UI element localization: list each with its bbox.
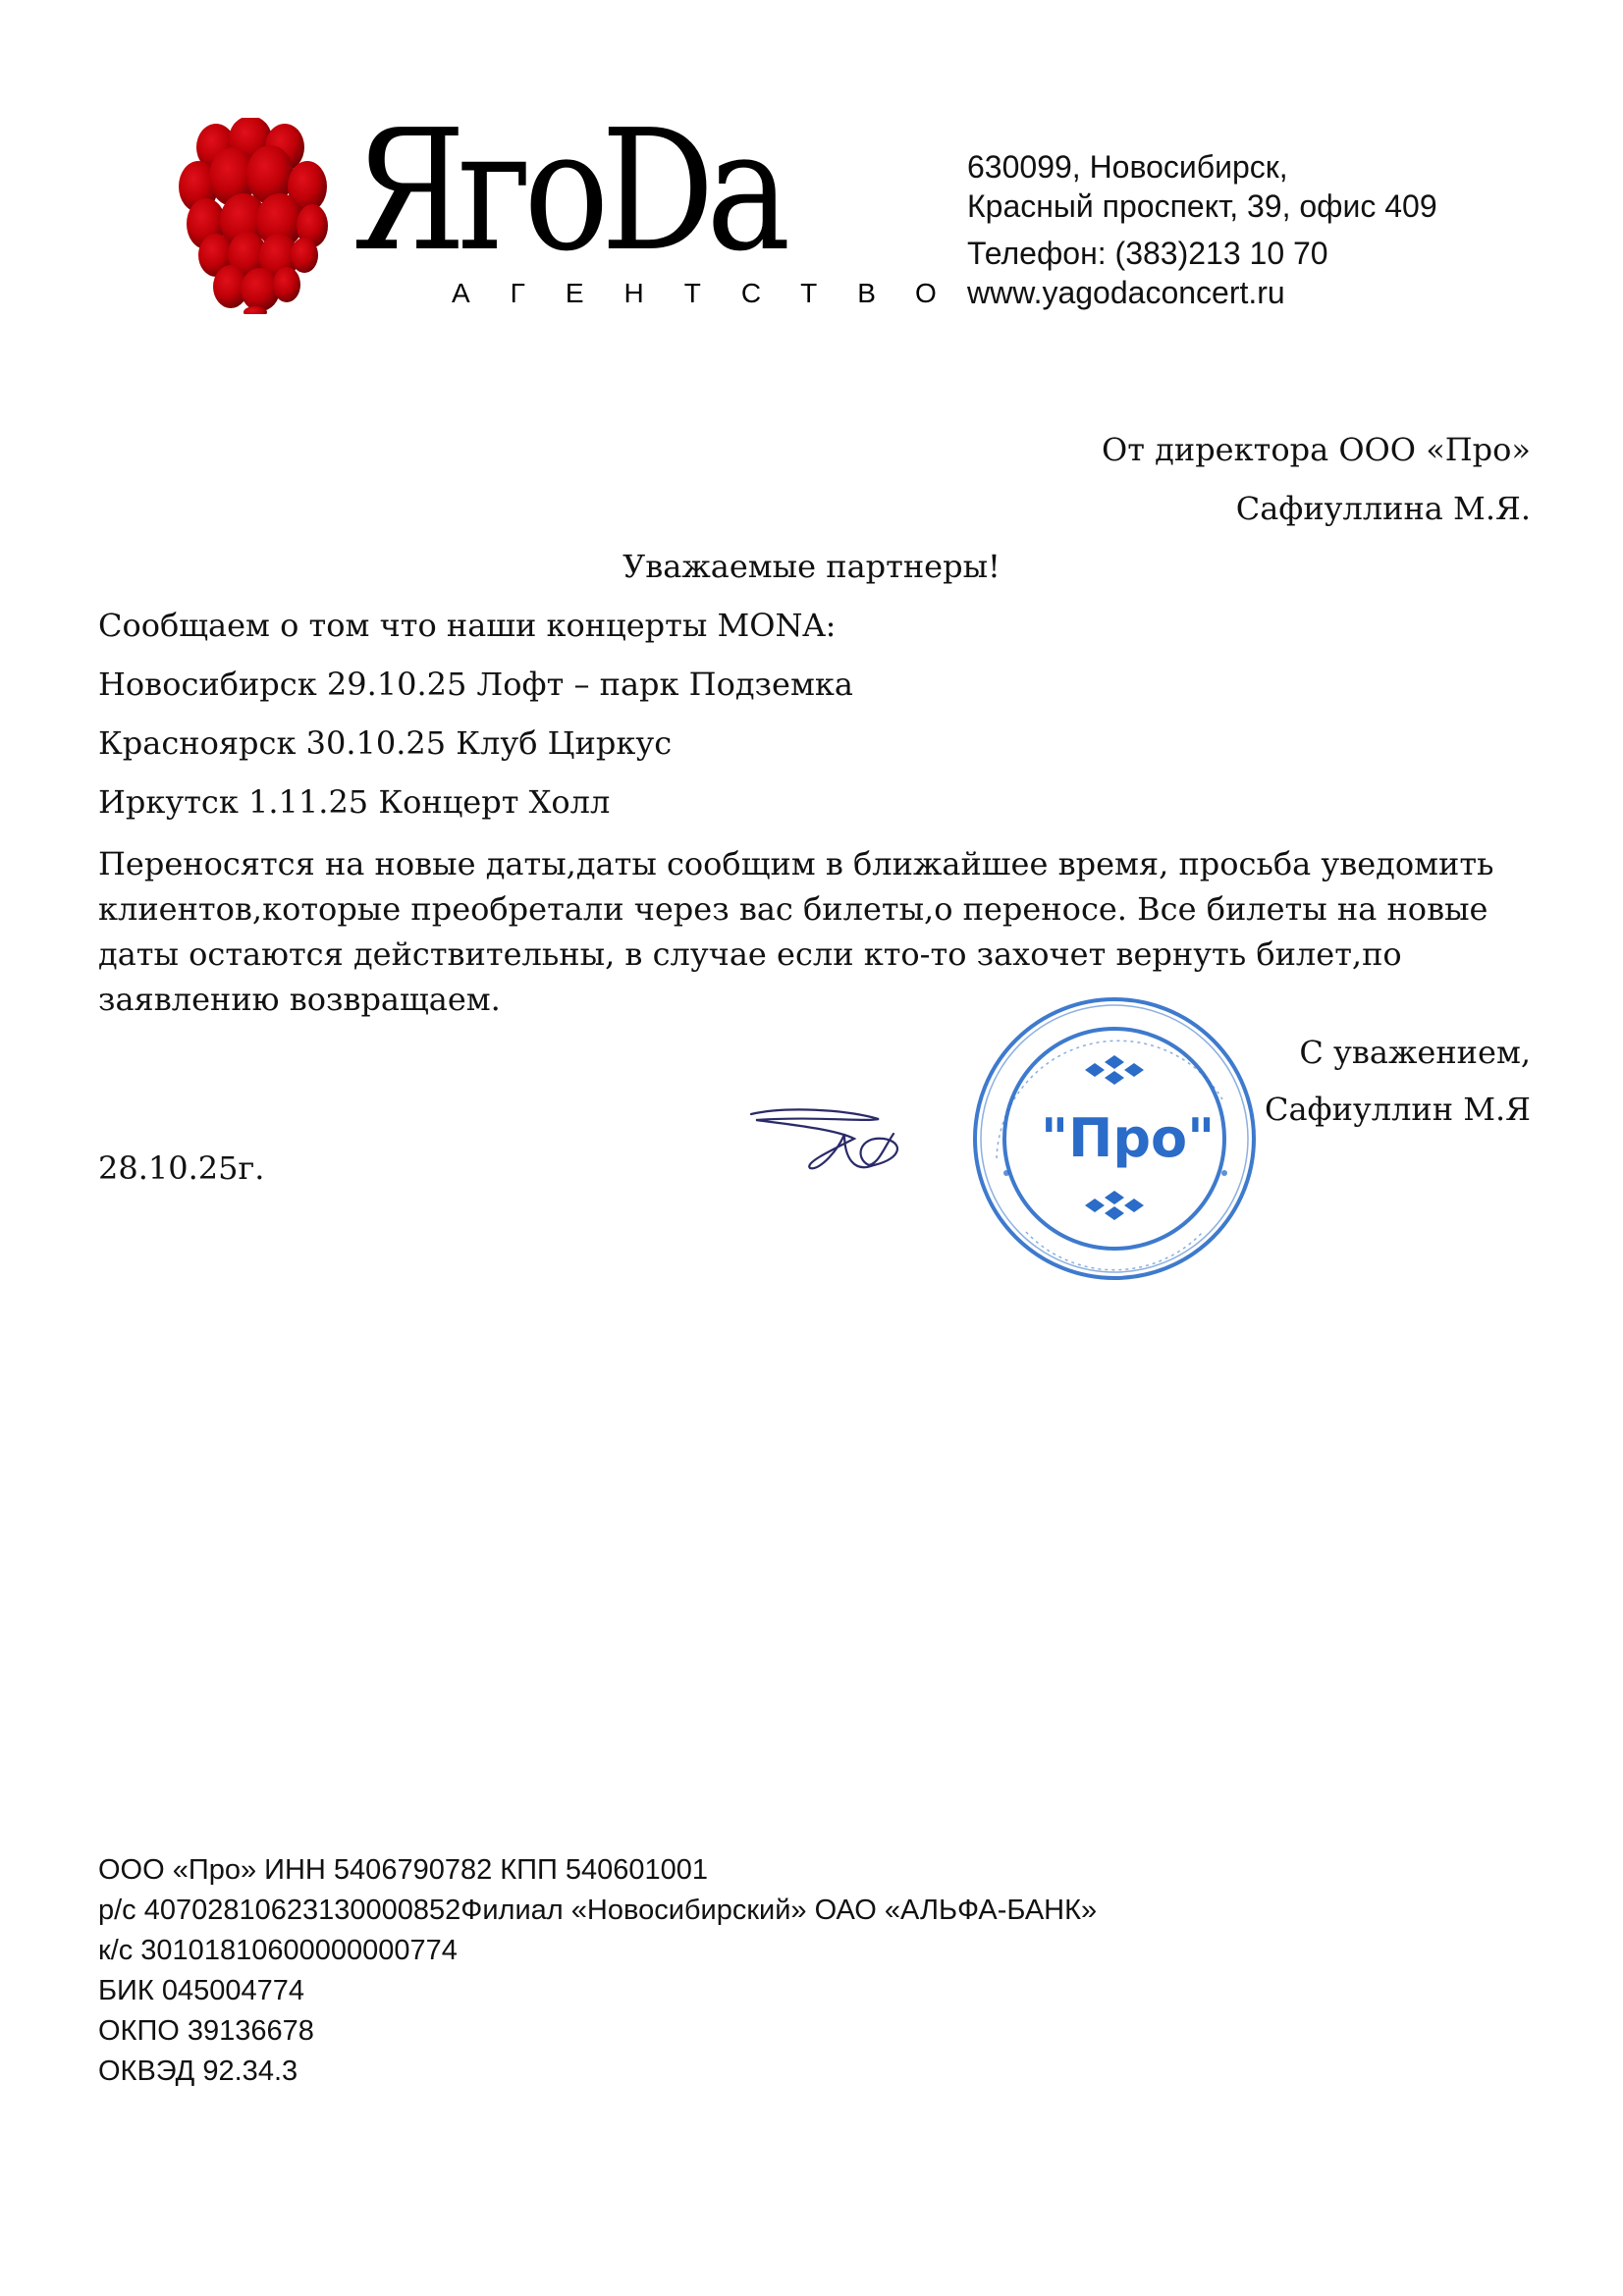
requisite-line: БИК 045004774 <box>98 1975 304 2006</box>
signature-icon <box>746 1095 943 1183</box>
requisite-line: ОКПО 39136678 <box>98 2015 314 2047</box>
brand-name: ЯгоDа <box>352 94 783 289</box>
address-line: 630099, Новосибирск, <box>967 149 1288 185</box>
company-logo <box>177 94 977 314</box>
concert-item: Новосибирск 29.10.25 Лофт – парк Подземка <box>98 666 853 703</box>
stamp-label: "Про" <box>1041 1107 1216 1169</box>
requisite-line: ООО «Про» ИНН 5406790782 КПП 540601001 <box>98 1854 709 1886</box>
requisite-line: р/с 40702810623130000852Филиал «Новосибирский» ОАО «АЛЬФА-БАНК» <box>98 1895 1098 1926</box>
sender-name: Сафиуллина М.Я. <box>1235 490 1531 527</box>
company-address <box>967 147 1437 312</box>
greeting: Уважаемые партнеры! <box>622 548 1001 585</box>
closing-phrase: С уважением, <box>1299 1034 1531 1071</box>
signatory-name: Сафиуллин М.Я <box>1264 1091 1531 1128</box>
requisite-line: к/с 30101810600000000774 <box>98 1935 458 1966</box>
concert-item: Иркутск 1.11.25 Концерт Холл <box>98 783 611 821</box>
brand-tagline: АГЕНТСТВО <box>452 278 977 308</box>
letter-date: 28.10.25г. <box>98 1149 265 1187</box>
phone-line: Телефон: (383)213 10 70 <box>967 236 1328 271</box>
company-requisites <box>98 1850 1097 2092</box>
concert-item: Красноярск 30.10.25 Клуб Циркус <box>98 724 673 762</box>
raspberry-logo-icon <box>177 118 344 314</box>
address-line: Красный проспект, 39, офис 409 <box>967 188 1437 224</box>
sender-title: От директора ООО «Про» <box>1102 431 1531 468</box>
requisite-line: ОКВЭД 92.34.3 <box>98 2056 298 2087</box>
body-paragraph: Переносятся на новые даты,даты сообщим в ближайшее время, просьба уведомить клиентов,которые преобретали через вас билеты,о переносе. Все билеты на новые даты остаются действительны, в случае если кто-то захочет вернуть билет,по заявлению возвращаем. <box>98 845 1494 1018</box>
body-intro: Сообщаем о том что наши концерты MONA: <box>98 607 837 644</box>
website-link[interactable]: www.yagodaconcert.ru <box>967 275 1285 310</box>
